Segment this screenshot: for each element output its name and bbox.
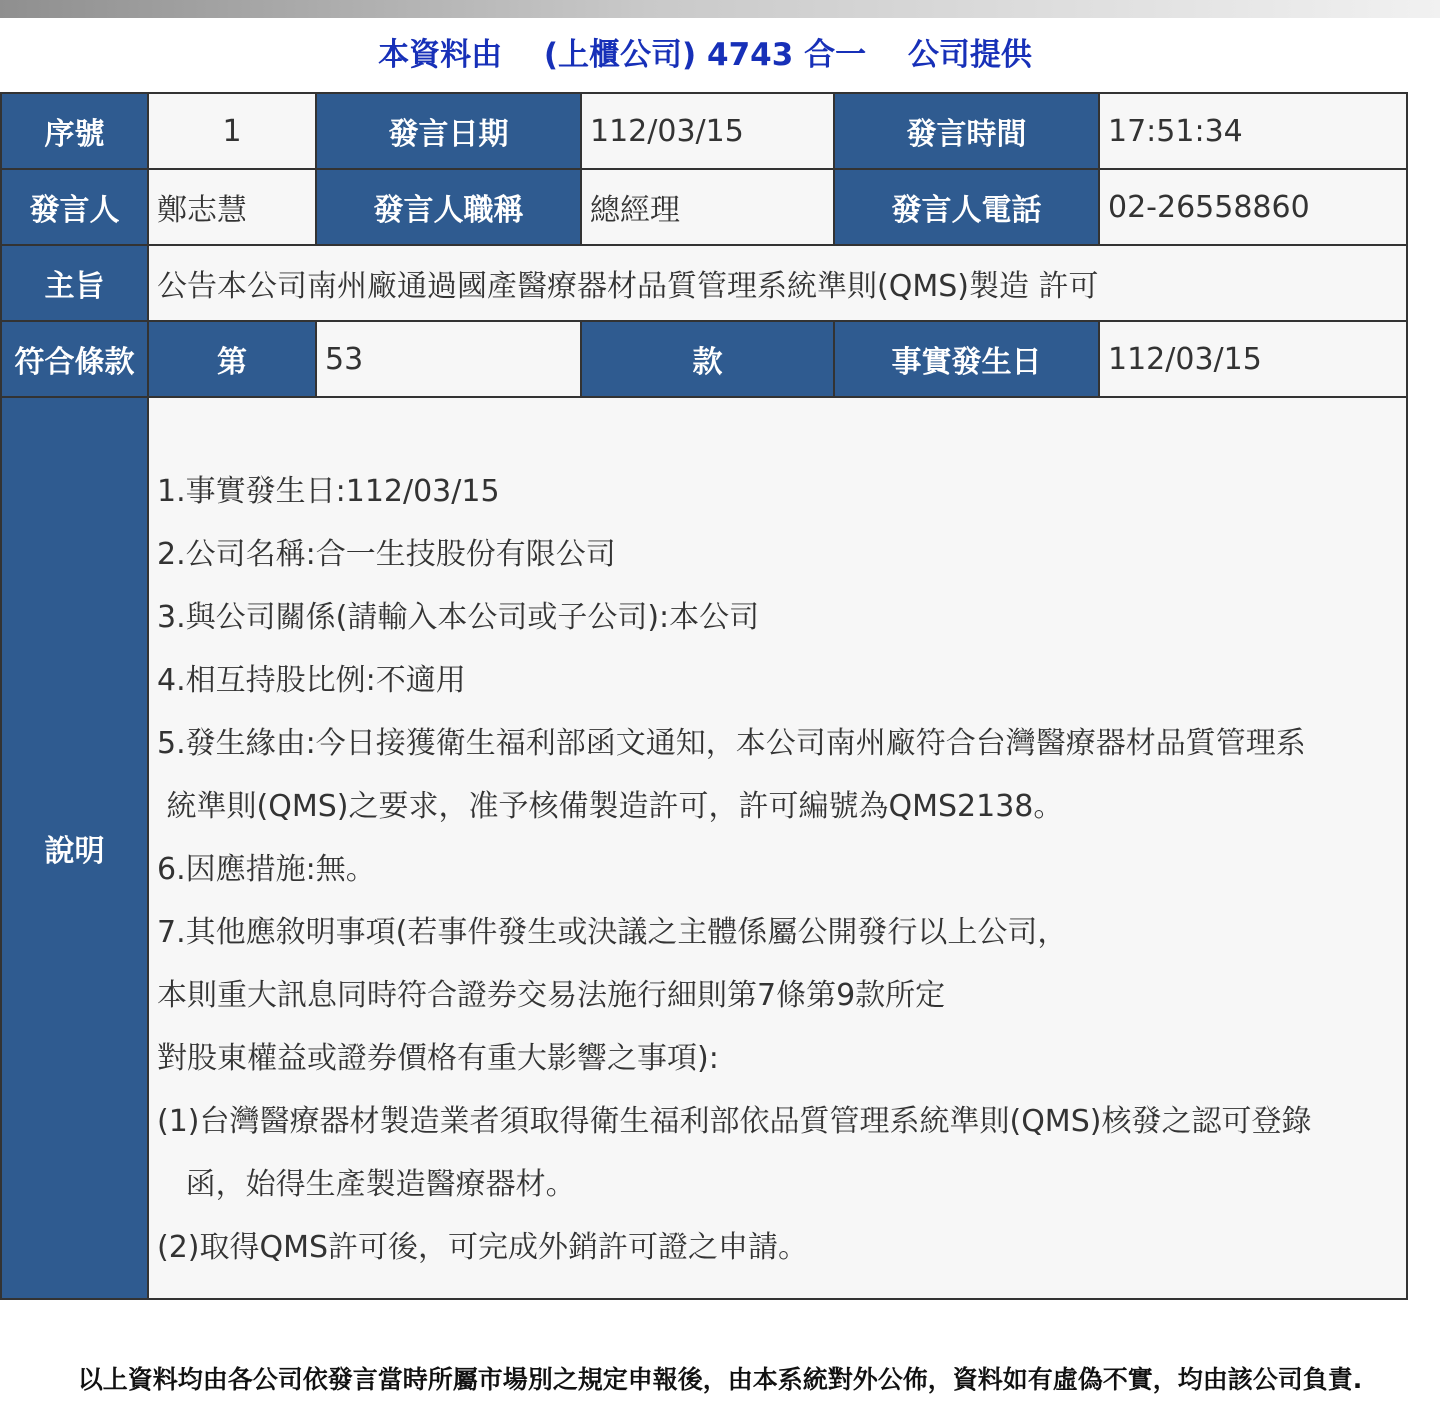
description-line: 對股東權益或證券價格有重大影響之事項):	[157, 1040, 719, 1076]
table-row-speaker	[1, 169, 1407, 245]
description-line: (2)取得QMS許可後，可完成外銷許可證之申請。	[157, 1229, 809, 1265]
description-label: 說明	[1, 397, 148, 1299]
date-value: 112/03/15	[581, 93, 834, 169]
description-line: 2.公司名稱:合一生技股份有限公司	[157, 536, 616, 572]
clause-number-value: 53	[316, 321, 581, 397]
time-label: 發言時間	[834, 93, 1099, 169]
description-body	[148, 397, 1407, 1299]
clause-label: 符合條款	[1, 321, 148, 397]
description-line: (1)台灣醫療器材製造業者須取得衛生福利部依品質管理系統準則(QMS)核發之認可登錄	[157, 1103, 1312, 1139]
speaker-phone-value: 02-26558860	[1099, 169, 1407, 245]
speaker-value: 鄭志慧	[148, 169, 316, 245]
table-row-description	[1, 397, 1407, 1299]
seq-label: 序號	[1, 93, 148, 169]
description-line: 函，始得生產製造醫療器材。	[157, 1166, 576, 1202]
subject-value: 公告本公司南州廠通過國產醫療器材品質管理系統準則(QMS)製造 許可	[148, 245, 1407, 321]
fact-date-label: 事實發生日	[834, 321, 1099, 397]
date-label: 發言日期	[316, 93, 581, 169]
table-row-basic	[1, 93, 1407, 169]
description-line: 6.因應措施:無。	[157, 851, 376, 887]
fact-date-value: 112/03/15	[1099, 321, 1407, 397]
speaker-title-label: 發言人職稱	[316, 169, 581, 245]
time-value: 17:51:34	[1099, 93, 1407, 169]
speaker-title-value: 總經理	[581, 169, 834, 245]
speaker-phone-label: 發言人電話	[834, 169, 1099, 245]
top-divider-bar	[0, 0, 1440, 18]
description-line: 3.與公司關係(請輸入本公司或子公司):本公司	[157, 599, 760, 635]
provider-heading: 本資料由 (上櫃公司) 4743 合一 公司提供	[378, 37, 1032, 73]
subject-label: 主旨	[1, 245, 148, 321]
description-line: 1.事實發生日:112/03/15	[157, 473, 500, 509]
description-line: 5.發生緣由:今日接獲衛生福利部函文通知，本公司南州廠符合台灣醫療器材品質管理系	[157, 725, 1306, 761]
speaker-label: 發言人	[1, 169, 148, 245]
seq-value: 1	[148, 93, 316, 169]
clause-di-label: 第	[148, 321, 316, 397]
description-line: 4.相互持股比例:不適用	[157, 662, 466, 698]
table-row-clause	[1, 321, 1407, 397]
table-row-subject	[1, 245, 1407, 321]
description-line: 7.其他應敘明事項(若事件發生或決議之主體係屬公開發行以上公司，	[157, 914, 1068, 950]
announcement-table	[0, 92, 1408, 1300]
description-line: 本則重大訊息同時符合證券交易法施行細則第7條第9款所定	[157, 977, 946, 1013]
clause-kuan-label: 款	[581, 321, 834, 397]
footer-disclaimer: 以上資料均由各公司依發言當時所屬市場別之規定申報後，由本系統對外公佈，資料如有虛偽不實，均由該公司負責.	[77, 1365, 1363, 1394]
description-line: 統準則(QMS)之要求，准予核備製造許可，許可編號為QMS2138。	[157, 788, 1064, 824]
